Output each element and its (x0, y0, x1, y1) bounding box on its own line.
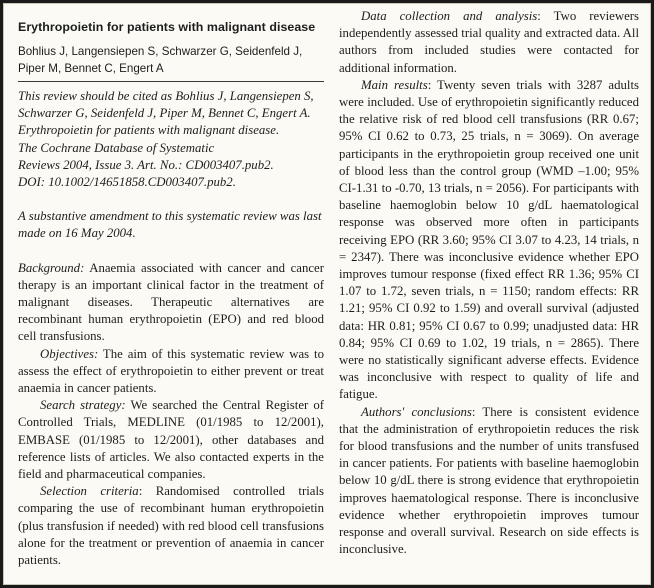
amendment-line: A substantive amendment to this systematic review was last (18, 209, 322, 224)
amendment-line: made on 16 May 2004. (18, 226, 136, 241)
review-title: Erythropoietin for patients with malignant disease (18, 20, 316, 34)
section-text: : There is consistent evidence that the administration of erythropoietin reduces the risk for blood transfusions and the number of units transfused in cancer patients. For patients with baseline haemoglobin below 10 g/dL there is strong evidence that erythropoietin improves haematological response. There is inconclusive evidence whether erythropoietin improves tumour response and overall survival. Research on side effects is inconclusive. (339, 404, 639, 557)
citation-line: DOI: 10.1002/14651858.CD003407.pub2. (18, 175, 236, 190)
section-label: Authors' conclusions (361, 404, 472, 419)
section-text: The aim of this systematic review was to assess the effect of erythropoietin to either prevent or treat anaemia in cancer patients. (18, 346, 324, 396)
section-text: We searched the Central Register of Controlled Trials, MEDLINE (01/1985 to 12/2001), EMBASE (01/1985 to 12/2001), other databases and reference lists of articles. We also contacted experts in the field and pharmaceutical companies. (18, 398, 325, 482)
section-label: Background: (18, 260, 85, 275)
right-column (339, 8, 639, 559)
section-label: Main results (361, 77, 428, 92)
section-label: Search strategy: (40, 398, 126, 413)
citation-note (18, 88, 324, 191)
section-label: Objectives: (40, 346, 99, 361)
citation-line: This review should be cited as Bohlius J, Langensiepen S, (18, 89, 314, 103)
citation-line: Schwarzer G, Seidenfeld J, Piper M, Bennet C, Engert A. (18, 106, 311, 121)
abstract-page (3, 3, 651, 585)
section-data-collection (339, 8, 639, 77)
section-search-strategy (18, 397, 324, 483)
section-background (18, 260, 324, 346)
section-main-results (339, 77, 639, 404)
amendment-note (18, 208, 324, 242)
section-text: : Twenty seven trials with 3287 adults were included. Use of erythropoietin significantly reduced the relative risk of red blood cell transfusions (RR 0.67; 95% CI 0.62 to 0.73, 25 trials, n = 3069). On average participants in the erythropoietin group received one unit of blood less than the control group (WMD –1.00; 95% CI-1.31 to -0.70, 13 trials, n = 2056). For participants with baseline haemoglobin below 10 g/dL haematological response was observed more often in participants receiving EPO (RR 3.60; 95% CI 3.07 to 4.23, 14 trials, n = 2347). There was inconclusive evidence whether EPO improves tumour response (fixed effect RR 1.36; 95% CI 1.07 to 1.72, seven trials, n = 1150; random effects: RR 1.21; 95% CI 0.92 to 1.59) and overall survival (adjusted data: HR 0.81; 95% CI 0.67 to 0.99; unadjusted data: HR 0.84; 95% CI 0.69 to 1.02, 19 trials, n = 2865). There were no statistically significant adverse effects. Evidence was inconclusive with respect to quality of life and fatigue. (339, 77, 639, 402)
section-text: Anaemia associated with cancer and cancer therapy is an important clinical factor in the treatment of malignant diseases. Therapeutic alternatives are recombinant human erythropoietin (EPO) and red blood cell transfusions. (18, 260, 324, 344)
section-text: : Two reviewers independently assessed trial quality and extracted data. All authors from included studies were contacted for additional information. (339, 9, 639, 75)
section-authors-conclusions (339, 404, 639, 559)
citation-line: Reviews 2004, Issue 3. Art. No.: CD003407.pub2. (18, 157, 274, 172)
section-text: : Randomised controlled trials comparing the use of recombinant human erythropoietin (plus transfusion if needed) with red blood cell transfusions alone for the treatment or prevention of anaemia in cancer patients. (18, 484, 324, 568)
authors-line: Piper M, Bennet C, Engert A (18, 62, 164, 75)
section-objectives (18, 346, 324, 398)
abstract-left-body (18, 260, 324, 570)
left-column (18, 4, 324, 569)
citation-line: Erythropoietin for patients with malignant disease. (18, 123, 280, 138)
citation-line: The Cochrane Database of Systematic (18, 140, 215, 155)
authors-line: Bohlius J, Langensiepen S, Schwarzer G, Seidenfeld J, (18, 45, 303, 58)
author-list (18, 43, 324, 82)
section-selection-criteria (18, 483, 324, 569)
section-label: Data collection and analysis (361, 9, 538, 23)
section-label: Selection criteria (40, 484, 139, 499)
